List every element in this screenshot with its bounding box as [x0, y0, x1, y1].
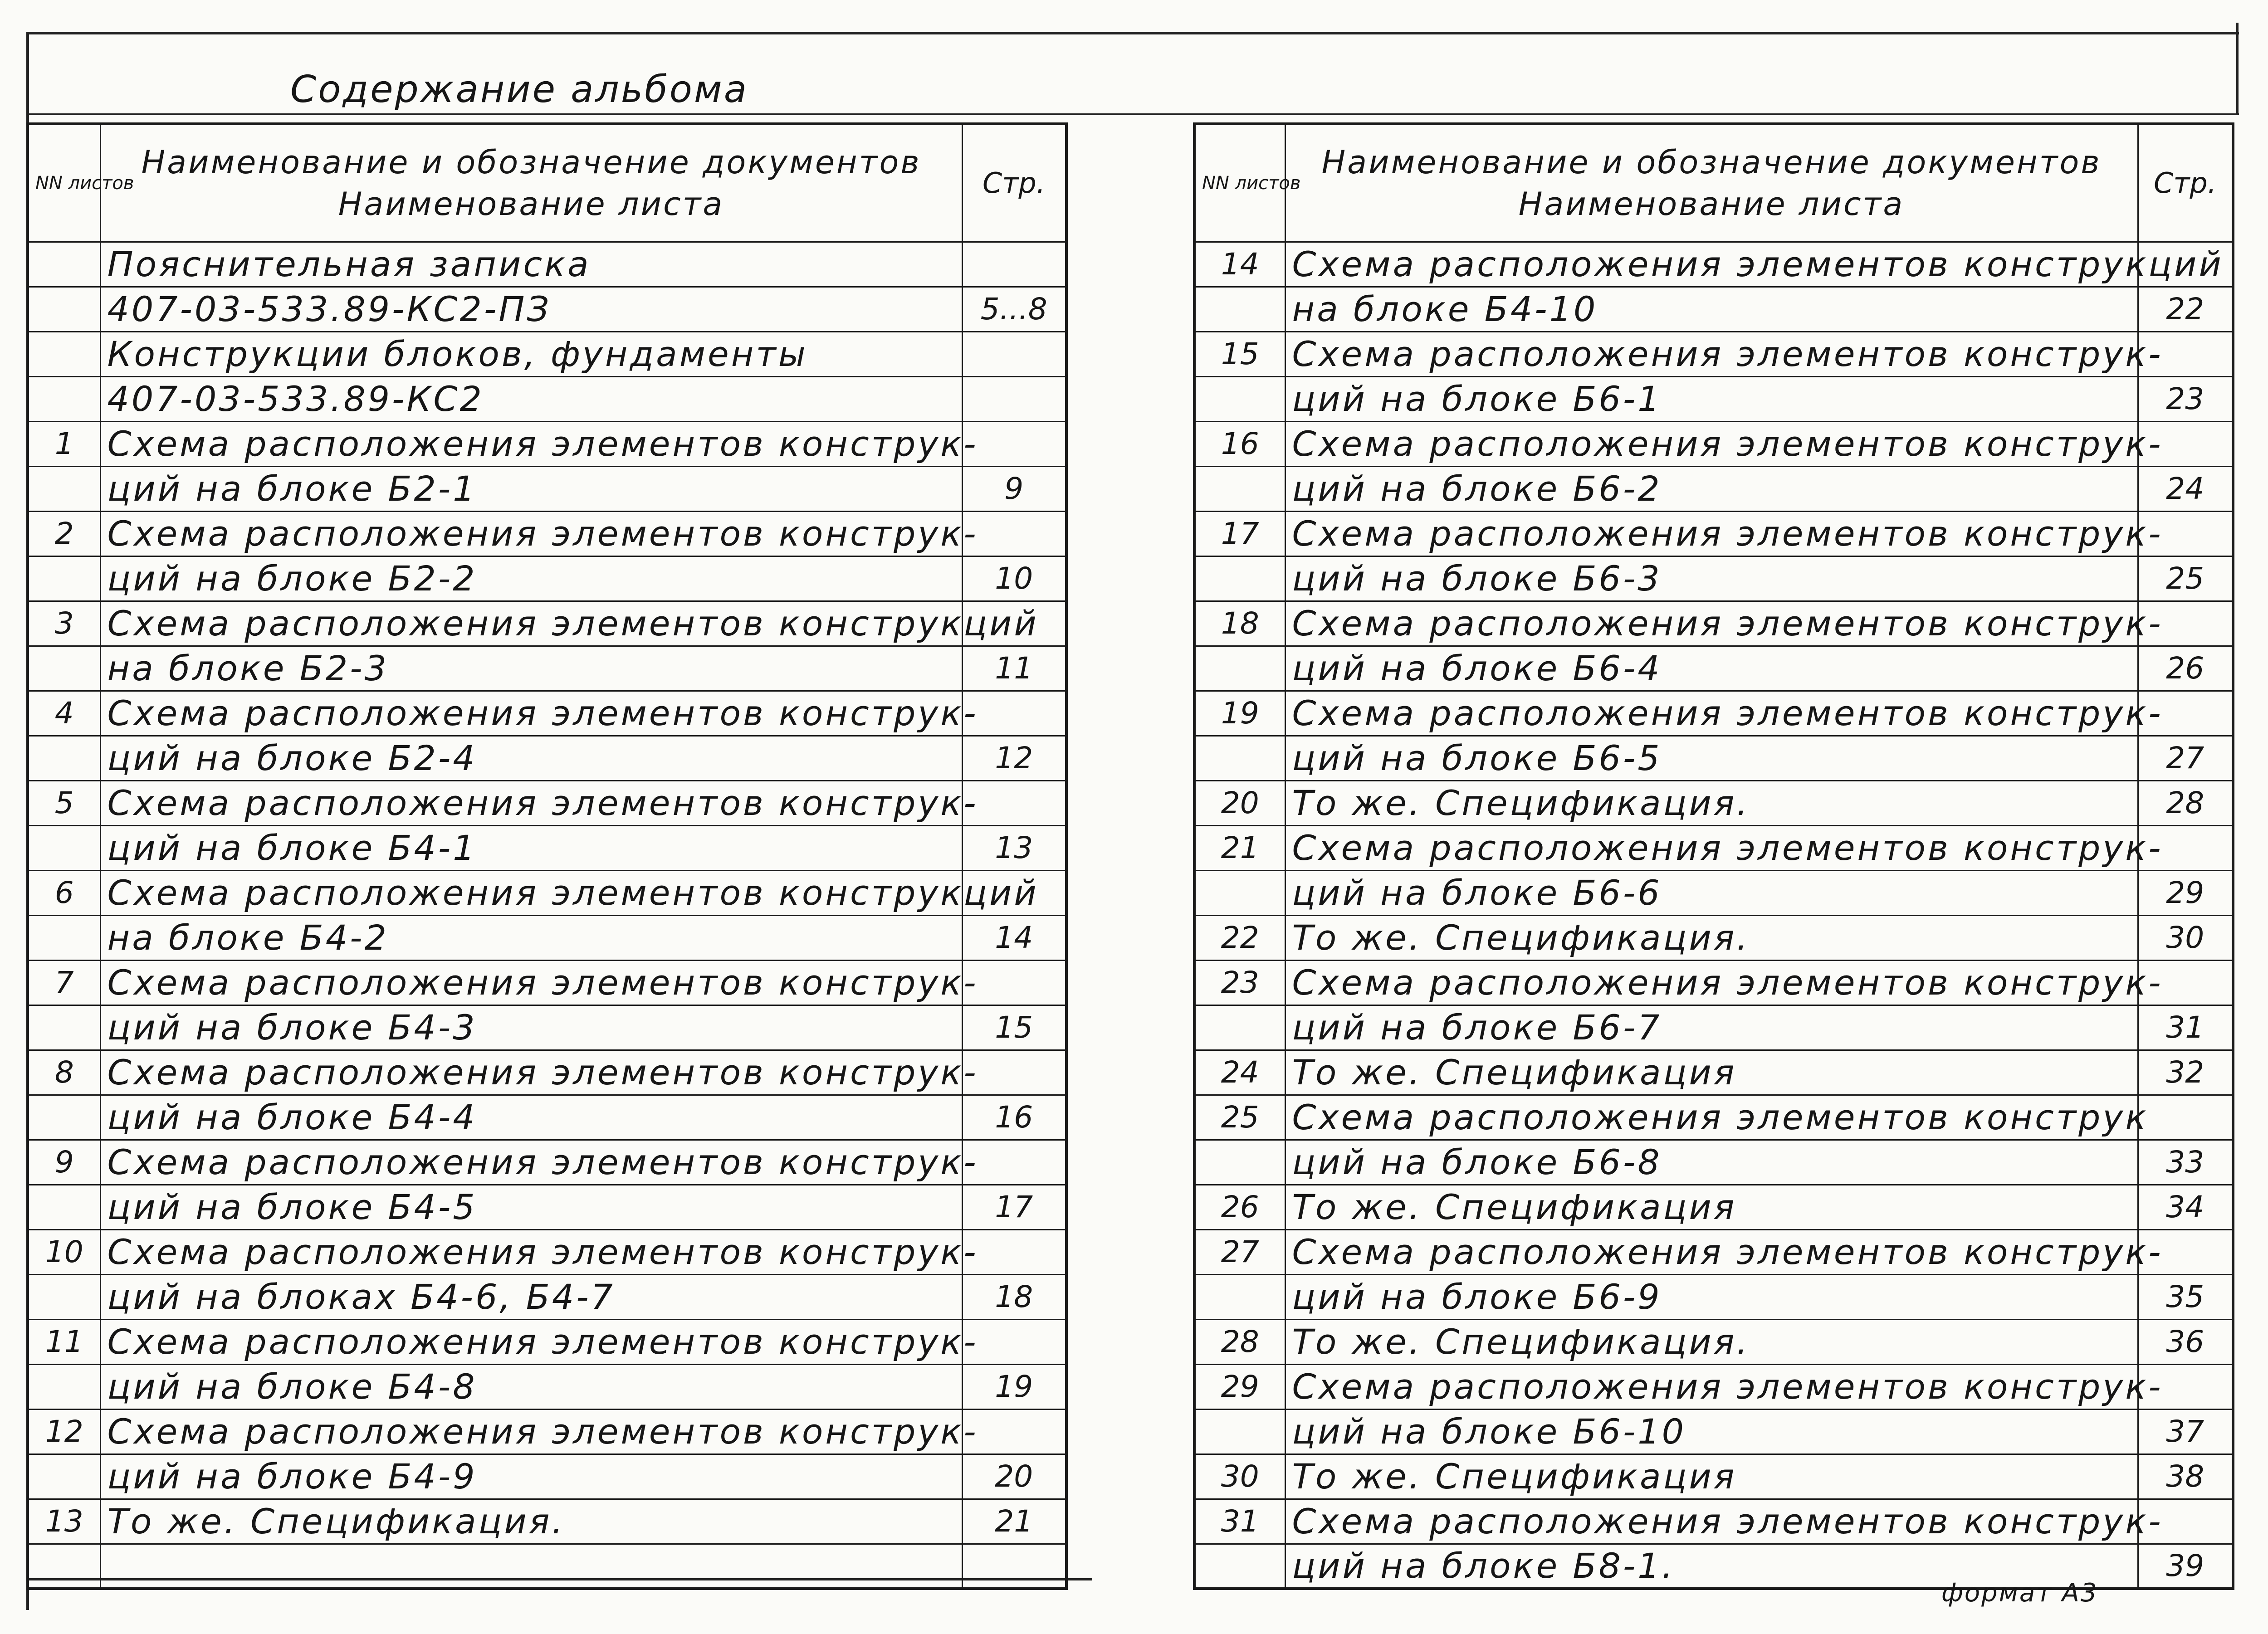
table-row	[1194, 376, 2233, 421]
document-name-cell: ций на блоке Б6-3	[1285, 556, 2138, 601]
header-name-line1: Наименование и обозначение документов	[141, 143, 921, 181]
sheet-number-cell: 24	[1194, 1050, 1285, 1095]
sheet-number-cell	[1194, 287, 1285, 332]
table-row	[28, 511, 1066, 556]
sheet-number-cell: 2	[28, 511, 100, 556]
table-row	[1194, 287, 2233, 332]
sheet-number-cell: 5	[28, 780, 100, 825]
document-name-cell: Пояснительная записка	[100, 242, 962, 287]
document-name-cell: Схема расположения элементов конструкций	[1285, 242, 2138, 287]
page-number-cell: 11	[962, 646, 1066, 691]
header-document-name	[1285, 124, 2138, 242]
table-row	[1194, 1229, 2233, 1274]
page-number-cell: 20	[962, 1454, 1066, 1499]
sheet-number-cell: 16	[1194, 421, 1285, 466]
sheet-number-cell: 13	[28, 1499, 100, 1544]
table-row	[1194, 1454, 2233, 1499]
page-number-cell	[962, 332, 1066, 376]
page-number-cell: 32	[2138, 1050, 2233, 1095]
format-label: формат А3	[1941, 1578, 2098, 1608]
page-number-cell	[962, 1544, 1066, 1589]
table-row	[28, 1364, 1066, 1409]
sheet-number-cell	[28, 556, 100, 601]
sheet-number-cell	[28, 1274, 100, 1319]
page-title: Содержание альбома	[290, 68, 748, 111]
page-number-cell: 23	[2138, 376, 2233, 421]
document-name-cell: То же. Спецификация	[1285, 1185, 2138, 1229]
sheet-number-cell: 25	[1194, 1095, 1285, 1140]
sheet-number-cell: 15	[1194, 332, 1285, 376]
document-name-cell: То же. Спецификация	[1285, 1454, 2138, 1499]
page-number-cell: 37	[2138, 1409, 2233, 1454]
sheet-number-cell	[28, 1544, 100, 1589]
sheet-number-cell	[1194, 556, 1285, 601]
document-name-cell: Схема расположения элементов конструк-	[100, 511, 962, 556]
sheet-number-cell: 20	[1194, 780, 1285, 825]
page-number-cell	[2138, 1095, 2233, 1140]
sheet-number-cell	[1194, 870, 1285, 915]
sheet-number-cell: 27	[1194, 1229, 1285, 1274]
document-name-cell: То же. Спецификация.	[1285, 780, 2138, 825]
page-number-cell	[962, 376, 1066, 421]
document-name-cell: ций на блоке Б4-1	[100, 825, 962, 870]
table-row	[28, 1050, 1066, 1095]
table-row	[28, 1409, 1066, 1454]
sheet-number-cell	[28, 376, 100, 421]
table-header-row	[1194, 124, 2233, 242]
table-row	[1194, 960, 2233, 1005]
document-name-cell: ций на блоке Б2-4	[100, 736, 962, 780]
document-name-cell: ций на блоке Б4-4	[100, 1095, 962, 1140]
page-number-cell: 24	[2138, 466, 2233, 511]
sheet-number-cell	[28, 915, 100, 960]
table-row	[28, 825, 1066, 870]
page-number-cell: 10	[962, 556, 1066, 601]
document-name-cell: Схема расположения элементов конструк-	[100, 1319, 962, 1364]
sheet-number-cell	[28, 242, 100, 287]
sheet-number-cell	[1194, 1005, 1285, 1050]
sheet-number-cell: 22	[1194, 915, 1285, 960]
sheet-number-cell	[28, 1005, 100, 1050]
table-row	[1194, 1499, 2233, 1544]
page-number-cell: 38	[2138, 1454, 2233, 1499]
sheet-number-cell: 23	[1194, 960, 1285, 1005]
document-name-cell: ций на блоке Б6-7	[1285, 1005, 2138, 1050]
document-name-cell: ций на блоке Б4-5	[100, 1185, 962, 1229]
sheet-number-cell	[28, 825, 100, 870]
header-sheet-number: NN листов	[28, 124, 100, 242]
page-number-cell: 17	[962, 1185, 1066, 1229]
sheet-number-cell: 30	[1194, 1454, 1285, 1499]
document-name-cell: Схема расположения элементов конструк-	[1285, 1229, 2138, 1274]
sheet-number-cell: 8	[28, 1050, 100, 1095]
table-row	[1194, 1050, 2233, 1095]
header-sheet-number: NN листов	[1194, 124, 1285, 242]
table-row	[1194, 915, 2233, 960]
page-number-cell: 29	[2138, 870, 2233, 915]
document-name-cell: Схема расположения элементов конструк-	[1285, 960, 2138, 1005]
table-row	[1194, 1319, 2233, 1364]
sheet-number-cell: 17	[1194, 511, 1285, 556]
page-number-cell: 27	[2138, 736, 2233, 780]
sheet-number-cell	[28, 736, 100, 780]
document-name-cell: Схема расположения элементов конструкций	[100, 601, 962, 646]
document-name-cell: на блоке Б4-2	[100, 915, 962, 960]
sheet-number-cell	[1194, 376, 1285, 421]
sheet-number-cell: 12	[28, 1409, 100, 1454]
table-row	[28, 466, 1066, 511]
document-name-cell: То же. Спецификация.	[1285, 915, 2138, 960]
document-name-cell: ций на блоке Б2-1	[100, 466, 962, 511]
document-name-cell: Схема расположения элементов конструк-	[100, 421, 962, 466]
document-name-cell: Схема расположения элементов конструк-	[100, 1409, 962, 1454]
document-name-cell: ций на блоке Б4-8	[100, 1364, 962, 1409]
table-row	[28, 960, 1066, 1005]
header-page: Стр.	[2138, 124, 2233, 242]
document-name-cell: Схема расположения элементов конструк-	[100, 1140, 962, 1185]
document-name-cell: Схема расположения элементов конструк-	[1285, 332, 2138, 376]
table-row	[28, 1454, 1066, 1499]
document-name-cell: ций на блоке Б4-9	[100, 1454, 962, 1499]
page-number-cell: 15	[962, 1005, 1066, 1050]
table-row	[1194, 825, 2233, 870]
page-number-cell: 36	[2138, 1319, 2233, 1364]
sheet-number-cell	[28, 287, 100, 332]
document-name-cell: ций на блоке Б6-2	[1285, 466, 2138, 511]
table-row	[1194, 1095, 2233, 1140]
document-name-cell: Схема расположения элементов конструк-	[100, 1229, 962, 1274]
sheet-number-cell	[28, 1095, 100, 1140]
table-row	[1194, 511, 2233, 556]
table-row	[28, 556, 1066, 601]
document-name-cell: То же. Спецификация	[1285, 1050, 2138, 1095]
document-name-cell: ций на блоке Б6-10	[1285, 1409, 2138, 1454]
page-number-cell: 19	[962, 1364, 1066, 1409]
document-name-cell: 407-03-533.89-КС2-ПЗ	[100, 287, 962, 332]
sheet-number-cell	[1194, 1274, 1285, 1319]
page-number-cell: 16	[962, 1095, 1066, 1140]
page-number-cell: 35	[2138, 1274, 2233, 1319]
document-name-cell: То же. Спецификация.	[100, 1499, 962, 1544]
document-name-cell: ций на блоке Б8-1.	[1285, 1544, 2138, 1589]
sheet-number-cell	[1194, 466, 1285, 511]
document-name-cell: ций на блоке Б2-2	[100, 556, 962, 601]
document-name-cell: Схема расположения элементов конструк-	[1285, 1499, 2138, 1544]
document-name-cell: Схема расположения элементов конструк-	[100, 691, 962, 736]
sheet-number-cell	[1194, 1140, 1285, 1185]
table-row	[1194, 1140, 2233, 1185]
document-name-cell: Схема расположения элементов конструк-	[1285, 421, 2138, 466]
page-number-cell: 21	[962, 1499, 1066, 1544]
document-name-cell: ций на блоках Б4-6, Б4-7	[100, 1274, 962, 1319]
table-row	[28, 376, 1066, 421]
page-number-cell: 9	[962, 466, 1066, 511]
sheet-number-cell	[1194, 736, 1285, 780]
page-number-cell: 14	[962, 915, 1066, 960]
sheet-number-cell: 14	[1194, 242, 1285, 287]
page-number-cell: 31	[2138, 1005, 2233, 1050]
page-number-cell	[962, 242, 1066, 287]
table-row	[28, 1095, 1066, 1140]
table-row	[28, 287, 1066, 332]
toc-table-right	[1193, 122, 2234, 1590]
sheet-number-cell: 7	[28, 960, 100, 1005]
page-number-cell: 30	[2138, 915, 2233, 960]
page-number-cell: 12	[962, 736, 1066, 780]
header-page: Стр.	[962, 124, 1066, 242]
table-row	[28, 870, 1066, 915]
table-row	[1194, 870, 2233, 915]
sheet-number-cell	[28, 1364, 100, 1409]
document-name-cell: Схема расположения элементов конструк-	[100, 1050, 962, 1095]
document-name-cell: ций на блоке Б6-6	[1285, 870, 2138, 915]
sheet-number-cell: 4	[28, 691, 100, 736]
table-row	[28, 242, 1066, 287]
table-row	[28, 1229, 1066, 1274]
sheet-number-cell	[28, 1454, 100, 1499]
document-name-cell: ций на блоке Б6-8	[1285, 1140, 2138, 1185]
table-row	[1194, 242, 2233, 287]
document-name-cell	[100, 1544, 962, 1589]
table-row	[1194, 736, 2233, 780]
table-row	[28, 421, 1066, 466]
table-row	[28, 780, 1066, 825]
document-name-cell: ций на блоке Б4-3	[100, 1005, 962, 1050]
sheet-number-cell: 10	[28, 1229, 100, 1274]
table-row	[1194, 466, 2233, 511]
document-name-cell: ций на блоке Б6-9	[1285, 1274, 2138, 1319]
page-number-cell: 5...8	[962, 287, 1066, 332]
table-row	[28, 646, 1066, 691]
table-header-row	[28, 124, 1066, 242]
header-name-line1: Наименование и обозначение документов	[1321, 143, 2102, 181]
document-name-cell: ций на блоке Б6-5	[1285, 736, 2138, 780]
page-number-cell: 18	[962, 1274, 1066, 1319]
document-name-cell: Схема расположения элементов конструк-	[1285, 601, 2138, 646]
table-row	[1194, 1274, 2233, 1319]
sheet-number-cell: 18	[1194, 601, 1285, 646]
table-row	[1194, 1409, 2233, 1454]
header-name-line2: Наименование листа	[1518, 185, 1905, 223]
sheet-number-cell: 1	[28, 421, 100, 466]
document-name-cell: ций на блоке Б6-1	[1285, 376, 2138, 421]
document-name-cell: Конструкции блоков, фундаменты	[100, 332, 962, 376]
document-name-cell: на блоке Б4-10	[1285, 287, 2138, 332]
document-name-cell: ций на блоке Б6-4	[1285, 646, 2138, 691]
page-frame-right	[2236, 23, 2239, 113]
table-row	[1194, 332, 2233, 376]
sheet-number-cell: 11	[28, 1319, 100, 1364]
table-row	[1194, 780, 2233, 825]
sheet-number-cell: 28	[1194, 1319, 1285, 1364]
sheet-number-cell: 6	[28, 870, 100, 915]
table-row	[28, 1274, 1066, 1319]
toc-table-left	[26, 122, 1068, 1590]
sheet-number-cell	[28, 466, 100, 511]
document-name-cell: Схема расположения элементов конструк	[1285, 1095, 2138, 1140]
table-row	[1194, 556, 2233, 601]
table-row	[28, 915, 1066, 960]
page-number-cell: 28	[2138, 780, 2233, 825]
page-number-cell: 13	[962, 825, 1066, 870]
table-row	[28, 1544, 1066, 1589]
table-row	[1194, 601, 2233, 646]
document-name-cell: Схема расположения элементов конструк-	[1285, 691, 2138, 736]
sheet-number-cell: 9	[28, 1140, 100, 1185]
table-row	[1194, 646, 2233, 691]
document-name-cell: Схема расположения элементов конструкций	[100, 870, 962, 915]
table-row	[1194, 1185, 2233, 1229]
table-row	[28, 1319, 1066, 1364]
sheet-number-cell: 21	[1194, 825, 1285, 870]
page-number-cell: 25	[2138, 556, 2233, 601]
page-number-cell: 39	[2138, 1544, 2233, 1589]
table-row	[1194, 691, 2233, 736]
sheet-number-cell	[1194, 1409, 1285, 1454]
title-underline	[26, 113, 2239, 115]
sheet-number-cell	[1194, 646, 1285, 691]
sheet-number-cell: 26	[1194, 1185, 1285, 1229]
sheet-number-cell: 31	[1194, 1499, 1285, 1544]
sheet-number-cell: 29	[1194, 1364, 1285, 1409]
document-name-cell: То же. Спецификация.	[1285, 1319, 2138, 1364]
table-row	[28, 601, 1066, 646]
page-number-cell: 26	[2138, 646, 2233, 691]
table-row	[28, 1140, 1066, 1185]
document-name-cell: на блоке Б2-3	[100, 646, 962, 691]
table-row	[1194, 421, 2233, 466]
table-row	[28, 691, 1066, 736]
document-name-cell: Схема расположения элементов конструк-	[100, 960, 962, 1005]
page-number-cell: 33	[2138, 1140, 2233, 1185]
table-row	[28, 736, 1066, 780]
table-row	[28, 1499, 1066, 1544]
document-name-cell: Схема расположения элементов конструк-	[1285, 511, 2138, 556]
page-frame-top	[26, 32, 2239, 34]
table-row	[28, 332, 1066, 376]
sheet-number-cell	[28, 646, 100, 691]
document-name-cell: Схема расположения элементов конструк-	[1285, 1364, 2138, 1409]
sheet-number-cell	[28, 1185, 100, 1229]
header-name-line2: Наименование листа	[338, 185, 724, 223]
sheet-number-cell: 3	[28, 601, 100, 646]
document-name-cell: Схема расположения элементов конструк-	[1285, 825, 2138, 870]
table-row	[28, 1005, 1066, 1050]
header-document-name	[100, 124, 962, 242]
table-row	[1194, 1364, 2233, 1409]
document-name-cell: 407-03-533.89-КС2	[100, 376, 962, 421]
page-number-cell: 22	[2138, 287, 2233, 332]
sheet-number-cell	[1194, 1544, 1285, 1589]
sheet-number-cell	[28, 332, 100, 376]
page-number-cell: 34	[2138, 1185, 2233, 1229]
sheet-number-cell: 19	[1194, 691, 1285, 736]
table-row	[28, 1185, 1066, 1229]
table-row	[1194, 1005, 2233, 1050]
document-name-cell: Схема расположения элементов конструк-	[100, 780, 962, 825]
